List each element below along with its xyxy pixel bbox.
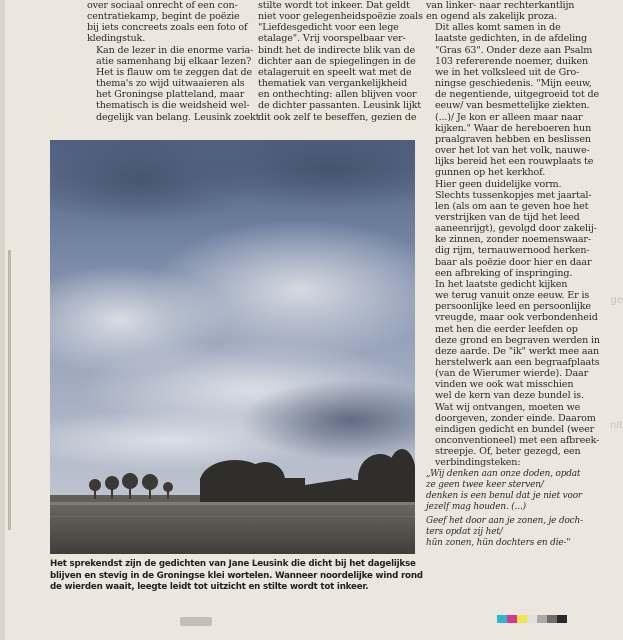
scan-shadow bbox=[8, 250, 11, 530]
text-line: etalage". Vrij voorspelbaar ver- bbox=[258, 33, 406, 45]
landscape-photo bbox=[50, 140, 415, 554]
text-line: wel de kern van deze bundel is. bbox=[435, 390, 584, 402]
paragraph bbox=[426, 0, 598, 22]
text-line: en ogend als zakelijk proza. bbox=[426, 11, 557, 23]
text-line: eeuw/ van besmettelijke ziekten. bbox=[435, 100, 590, 112]
text-line: dichter aan de spiegelingen in de bbox=[258, 55, 416, 67]
poem-line: denken is een benul dat je niet voor bbox=[426, 490, 583, 501]
text-line: Dit alles komt samen in de bbox=[435, 22, 561, 34]
text-line: de dichter passanten. Leusink lijkt bbox=[258, 100, 422, 112]
text-line: thematiek van vergankelijkheid bbox=[258, 78, 408, 90]
text-line: Kan de lezer in die enorme varia- bbox=[96, 44, 254, 56]
text-line: "Gras 63". Onder deze aan Psalm bbox=[435, 44, 593, 56]
poem-line: ters opdat zij het/ bbox=[426, 527, 503, 538]
ghost-text: nit bbox=[609, 420, 623, 431]
text-line: degelijk van belang. Leusink zoekt bbox=[96, 111, 260, 123]
text-line: lijks bereid het een rouwplaats te bbox=[435, 156, 594, 168]
paragraph bbox=[426, 279, 598, 469]
print-mark bbox=[180, 617, 212, 626]
text-line: verstrijken van de tijd het leed bbox=[435, 211, 580, 223]
column-right-body bbox=[426, 0, 598, 469]
text-line: centratiekamp, begint de poëzie bbox=[87, 11, 240, 23]
text-line: herstelwerk aan een begraafplaats bbox=[435, 357, 600, 368]
text-line: bindt het de indirecte blik van de bbox=[258, 44, 415, 56]
text-line: aaneenrijgt), gevolgd door zakelij- bbox=[435, 223, 597, 235]
text-line: niet voor gelegenheidspoëzie zoals bbox=[258, 11, 423, 23]
text-line: een afbreking of inspringing. bbox=[435, 267, 573, 279]
text-line: dit ook zelf te beseffen, gezien de bbox=[258, 111, 417, 123]
text-line: (...)/ Je kon er alleen maar naar bbox=[435, 111, 583, 123]
text-line: kledingstuk. bbox=[87, 33, 146, 45]
text-line: Hier geen duidelijke vorm. bbox=[435, 178, 562, 190]
text-line: eindigen gedicht en bundel (weer bbox=[435, 423, 595, 435]
text-line: atie samenhang bij elkaar lezen? bbox=[96, 55, 252, 67]
text-line: verbindingsteken: bbox=[435, 457, 521, 469]
color-calibration-strip bbox=[497, 615, 567, 623]
text-line: de negentiende, uitgegroeid tot de bbox=[435, 89, 600, 101]
text-line: thema's zo wijd uitwaaieren als bbox=[96, 78, 245, 90]
paragraph bbox=[426, 22, 598, 178]
poem-line: Geef het door aan je zonen, je doch- bbox=[426, 515, 583, 526]
text-line: Slechts tussenkopjes met jaartal- bbox=[435, 189, 592, 201]
paragraph bbox=[87, 45, 277, 123]
text-line: ke zinnen, zonder noemenswaar- bbox=[435, 234, 591, 246]
text-line: onconventioneel) met een afbreek- bbox=[435, 435, 600, 447]
text-line: vinden we ook wat misschien bbox=[435, 379, 574, 391]
poem-line: jezelf mag houden. (...) bbox=[426, 501, 526, 512]
text-line: bij iets concreets zoals een foto of bbox=[87, 22, 248, 34]
text-line: met hen die eerder leefden op bbox=[435, 323, 578, 335]
text-line: Het is flauw om te zeggen dat de bbox=[96, 66, 252, 78]
paragraph bbox=[426, 179, 598, 279]
text-line: 103 refererende noemer, duiken bbox=[435, 55, 589, 67]
ghost-text: ge bbox=[610, 295, 623, 306]
text-line: doorgeven, zonder einde. Daarom bbox=[435, 412, 596, 424]
text-line: stilte wordt tot inkeer. Dat geldt bbox=[258, 0, 410, 11]
poem-line: hün zonen, hün dochters en die-" bbox=[426, 538, 571, 549]
text-line: we in het volksleed uit de Gro- bbox=[435, 66, 580, 78]
text-line: van linker- naar rechterkantlijn bbox=[426, 0, 575, 11]
text-line: len (als om aan te geven hoe het bbox=[435, 200, 589, 212]
caption-line: Het sprekendst zijn de gedichten van Jane Leusink die dicht bij het dagelijkse bbox=[50, 559, 416, 569]
poem-line: ze geen twee keer sterven/ bbox=[426, 479, 544, 490]
text-line: over het lot van het volk, nauwe- bbox=[435, 145, 590, 157]
text-line: persoonlijke leed en persoonlijke bbox=[435, 301, 591, 313]
text-column-right bbox=[426, 0, 598, 549]
text-line: dig rijm, ternauwernood herken- bbox=[435, 245, 590, 257]
page-edge bbox=[0, 0, 5, 640]
photo-caption bbox=[50, 559, 423, 594]
text-line: en onthechting: allen blijven voor bbox=[258, 89, 417, 101]
poem-quote bbox=[426, 469, 598, 550]
text-line: (van de Wierumer wierde). Daar bbox=[435, 368, 589, 380]
text-line: het Groningse platteland, maar bbox=[96, 89, 245, 101]
caption-line: de wierden waait, leegte leidt tot uitzicht en stilte wordt tot inkeer. bbox=[50, 582, 369, 593]
text-line: laatste gedichten, in de afdeling bbox=[435, 33, 588, 45]
text-line: "Liefdesgedicht voor een lege bbox=[258, 22, 399, 34]
text-line: vreugde, maar ook verbondenheid bbox=[435, 312, 598, 324]
text-line: praalgraven hebben en beslissen bbox=[435, 133, 591, 145]
caption-line: blijven en stevig in de Groningse klei wortelen. Wanneer noordelijke wind rond bbox=[50, 570, 423, 581]
text-line: Wat wij ontvangen, moeten we bbox=[435, 401, 581, 413]
text-line: deze grond en begraven werden in bbox=[435, 334, 600, 346]
text-line: streepje. Of, beter gezegd, een bbox=[435, 446, 581, 458]
paragraph bbox=[258, 0, 423, 123]
text-line: In het laatste gedicht kijken bbox=[435, 278, 568, 290]
text-line: etalageruit en speelt wat met de bbox=[258, 66, 412, 78]
paragraph bbox=[87, 0, 277, 45]
text-line: over sociaal onrecht of een con- bbox=[87, 0, 238, 11]
text-line: thematisch is die weidsheid wel- bbox=[96, 100, 250, 112]
text-line: ningse geschiedenis. "Mijn eeuw, bbox=[435, 78, 592, 90]
text-column-middle bbox=[258, 0, 423, 123]
poem-line: „Wij denken aan onze doden, opdat bbox=[426, 468, 581, 479]
text-line: deze aarde. De "ik" werkt mee aan bbox=[435, 345, 600, 357]
text-line: kijken." Waar de hereboeren hun bbox=[435, 122, 592, 134]
text-column-left bbox=[87, 0, 277, 123]
text-line: we terug vanuit onze eeuw. Er is bbox=[435, 290, 590, 302]
text-line: baar als poëzie door hier en daar bbox=[435, 256, 592, 268]
text-line: gunnen op het kerkhof. bbox=[435, 167, 546, 179]
